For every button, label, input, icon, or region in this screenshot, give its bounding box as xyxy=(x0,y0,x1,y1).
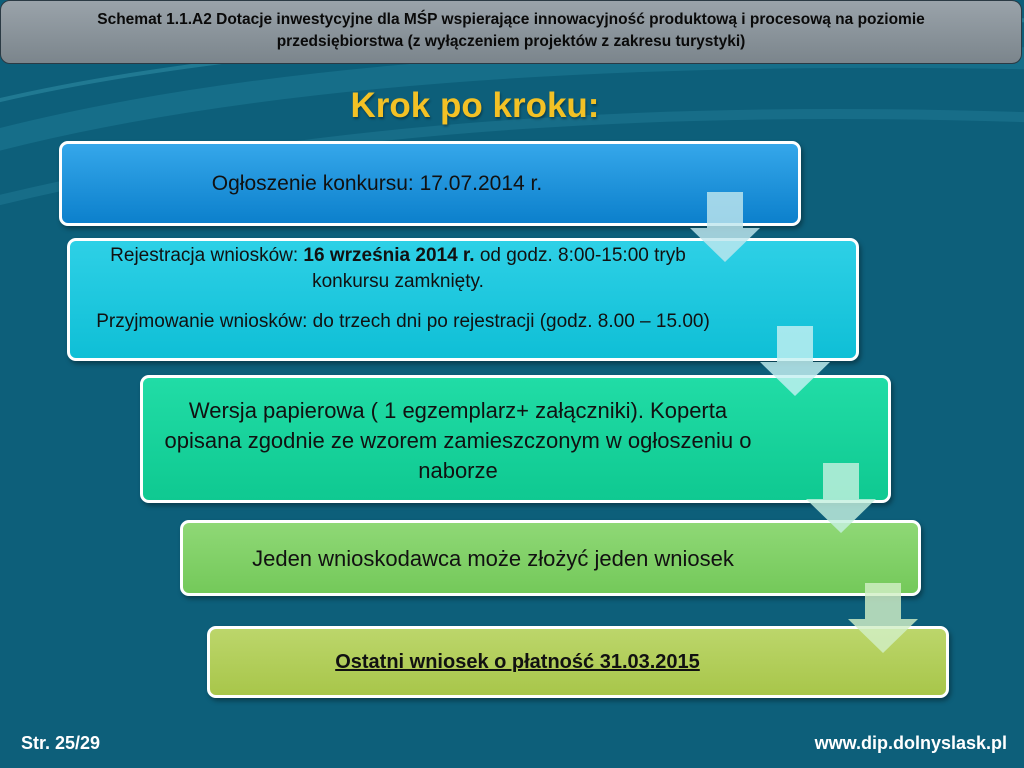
down-arrow-icon xyxy=(848,583,918,653)
down-arrow-icon xyxy=(760,326,830,396)
page-title: Krok po kroku: xyxy=(350,86,600,125)
registration-date: 16 września 2014 r. xyxy=(303,245,475,266)
down-arrow-icon xyxy=(806,463,876,533)
registration-suffix: od godz. 8:00-15:00 tryb konkursu zamknięty. xyxy=(312,245,686,292)
page-number: Str. 25/29 xyxy=(21,733,101,753)
announcement-text: Ogłoszenie konkursu: 17.07.2014 r. xyxy=(211,172,543,195)
registration-prefix: Rejestracja wniosków: xyxy=(110,245,304,266)
header-line-2: przedsiębiorstwa (z wyłączeniem projektów z zakresu turystyki) xyxy=(276,33,746,50)
registration-text xyxy=(88,243,708,295)
step-last-payment xyxy=(207,626,949,698)
website-url: www.dip.dolnyslask.pl xyxy=(814,733,1007,753)
paper-version-text: Wersja papierowa ( 1 egzemplarz+ załączniki). Koperta opisana zgodnie ze wzorem zamieszczonym w ogłoszeniu o naborze xyxy=(164,398,752,483)
last-payment-text: Ostatni wniosek o płatność 31.03.2015 xyxy=(335,651,700,673)
down-arrow-icon xyxy=(690,192,760,262)
one-application-text: Jeden wnioskodawca może złożyć jeden wniosek xyxy=(252,546,734,571)
slide-header xyxy=(0,0,1022,64)
acceptance-text: Przyjmowanie wniosków: do trzech dni po rejestracji (godz. 8.00 – 15.00) xyxy=(96,311,710,332)
header-line-1: Schemat 1.1.A2 Dotacje inwestycyjne dla MŚP wspierające innowacyjność produktową i procesową na poziomie xyxy=(97,11,925,28)
